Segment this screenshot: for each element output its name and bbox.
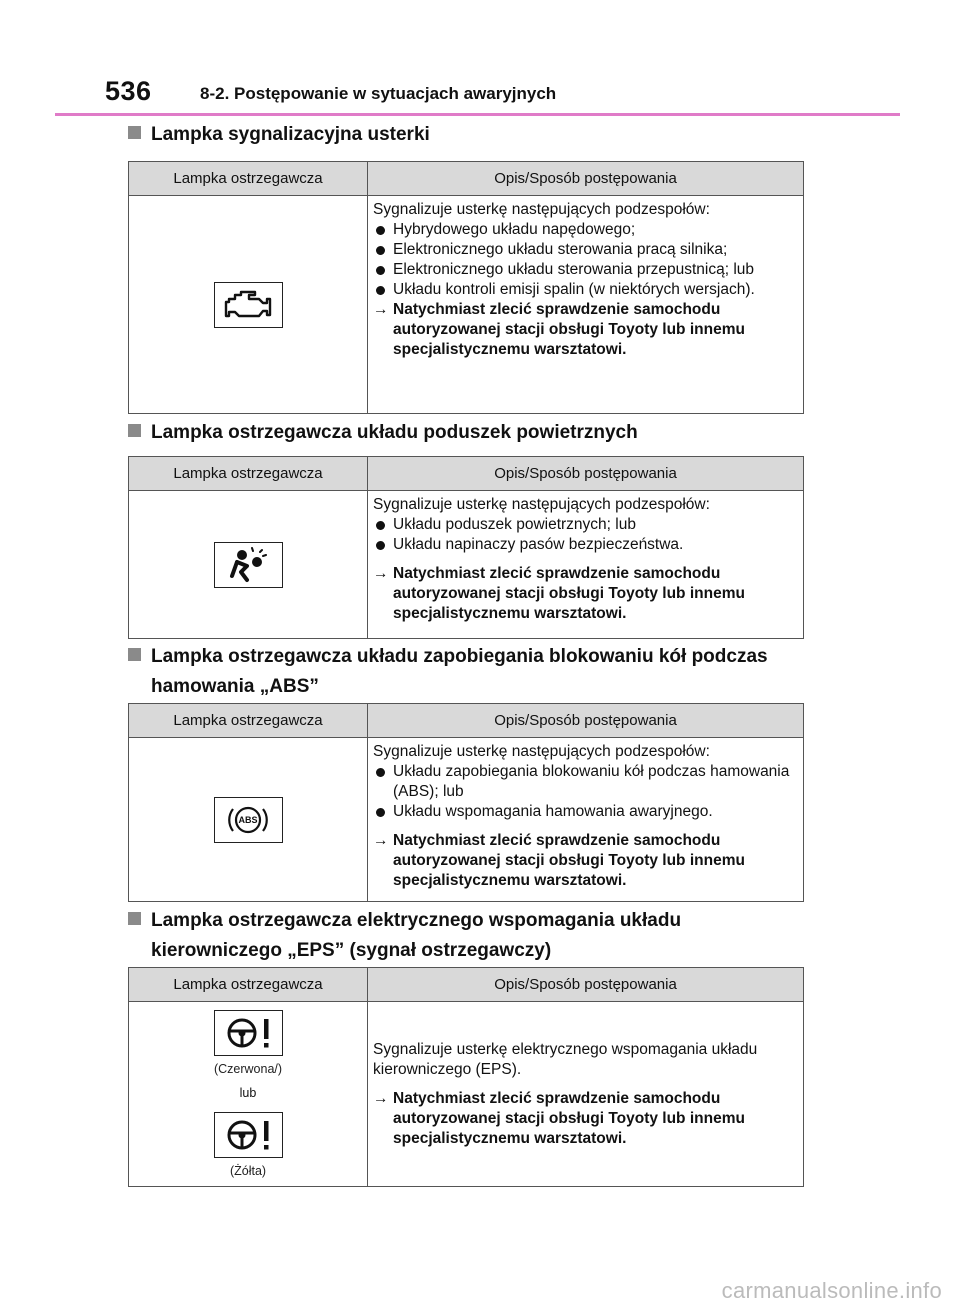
col-header-lamp: Lampka ostrzegawcza [129,162,368,196]
square-bullet-icon [128,126,141,139]
icon-cell [129,196,368,414]
description-intro: Sygnalizuje usterkę następujących podzespołów: [373,743,710,760]
eps-steering-yellow-icon [214,1112,283,1158]
list-item: Hybrydowego układu napędowego; [373,220,797,240]
description-cell [368,1002,804,1187]
list-item: Układu poduszek powietrznych; lub [373,515,797,535]
col-header-description: Opis/Sposób postępowania [368,704,804,738]
col-header-description: Opis/Sposób postępowania [368,457,804,491]
list-item: Układu wspomagania hamowania awaryjnego. [373,802,797,822]
list-item: Układu kontroli emisji spalin (w niektórych wersjach). [373,280,797,300]
description-cell [368,738,804,902]
action-instruction: → Natychmiast zlecić sprawdzenie samochodu autoryzowanej stacji obsługi Toyoty lub innemu specjalistycznemu warsztatowi. [373,832,745,889]
arrow-icon: → [373,832,389,849]
section-title-malfunction: Lampka sygnalizacyjna usterki [128,120,818,150]
airbag-icon [214,542,283,588]
list-item: Układu zapobiegania blokowaniu kół podczas hamowania (ABS); lub [373,762,797,802]
col-header-description: Opis/Sposób postępowania [368,968,804,1002]
icon-cell [129,491,368,639]
description-intro: Sygnalizuje usterkę następujących podzespołów: [373,201,710,218]
description-cell [368,196,804,414]
arrow-icon: → [373,1089,389,1107]
col-header-lamp: Lampka ostrzegawcza [129,968,368,1002]
icon-cell [129,738,368,902]
caption-yellow: (Żółta) [229,1164,267,1178]
col-header-description: Opis/Sposób postępowania [368,162,804,196]
section-title-airbag: Lampka ostrzegawcza układu poduszek powietrznych [128,418,818,448]
watermark: carmanualsonline.info [721,1278,942,1303]
action-instruction: → Natychmiast zlecić sprawdzenie samochodu autoryzowanej stacji obsługi Toyoty lub innemu specjalistycznemu warsztatowi. [373,565,745,622]
eps-steering-red-icon [214,1010,283,1056]
description-intro: Sygnalizuje usterkę elektrycznego wspomagania układu kierowniczego (EPS). [373,1040,758,1078]
or-label: lub [239,1086,257,1100]
square-bullet-icon [128,424,141,437]
header-divider [55,113,900,116]
square-bullet-icon [128,648,141,661]
list-item: Elektronicznego układu sterowania pracą silnika; [373,240,797,260]
description-intro: Sygnalizuje usterkę następujących podzespołów: [373,496,710,513]
action-instruction: → Natychmiast zlecić sprawdzenie samochodu autoryzowanej stacji obsługi Toyoty lub innemu specjalistycznemu warsztatowi. [373,1089,745,1147]
square-bullet-icon [128,912,141,925]
col-header-lamp: Lampka ostrzegawcza [129,457,368,491]
list-item: Układu napinaczy pasów bezpieczeństwa. [373,535,797,555]
arrow-icon: → [373,565,389,582]
abs-icon [214,797,283,843]
chapter-title: 8-2. Postępowanie w sytuacjach awaryjnych [200,84,557,103]
page-number: 536 [105,76,152,106]
col-header-lamp: Lampka ostrzegawcza [129,704,368,738]
warning-table-abs [128,703,804,902]
section-title-abs: Lampka ostrzegawcza układu zapobiegania blokowaniu kół podczas hamowania „ABS” [128,642,818,702]
description-cell [368,491,804,639]
warning-table-malfunction [128,161,804,414]
warning-table-airbag [128,456,804,639]
warning-table-eps [128,967,804,1187]
section-title-eps: Lampka ostrzegawcza elektrycznego wspomagania układu kierowniczego „EPS” (sygnał ostrzegawczy) [128,906,818,966]
list-item: Elektronicznego układu sterowania przepustnicą; lub [373,260,797,280]
abs-label: ABS [237,814,258,825]
caption-red: (Czerwona/) [213,1062,283,1076]
action-instruction: → Natychmiast zlecić sprawdzenie samochodu autoryzowanej stacji obsługi Toyoty lub innemu specjalistycznemu warsztatowi. [373,301,745,358]
page-header [105,76,900,116]
icon-cell [129,1002,368,1187]
arrow-icon: → [373,301,389,318]
engine-check-icon [214,282,283,328]
